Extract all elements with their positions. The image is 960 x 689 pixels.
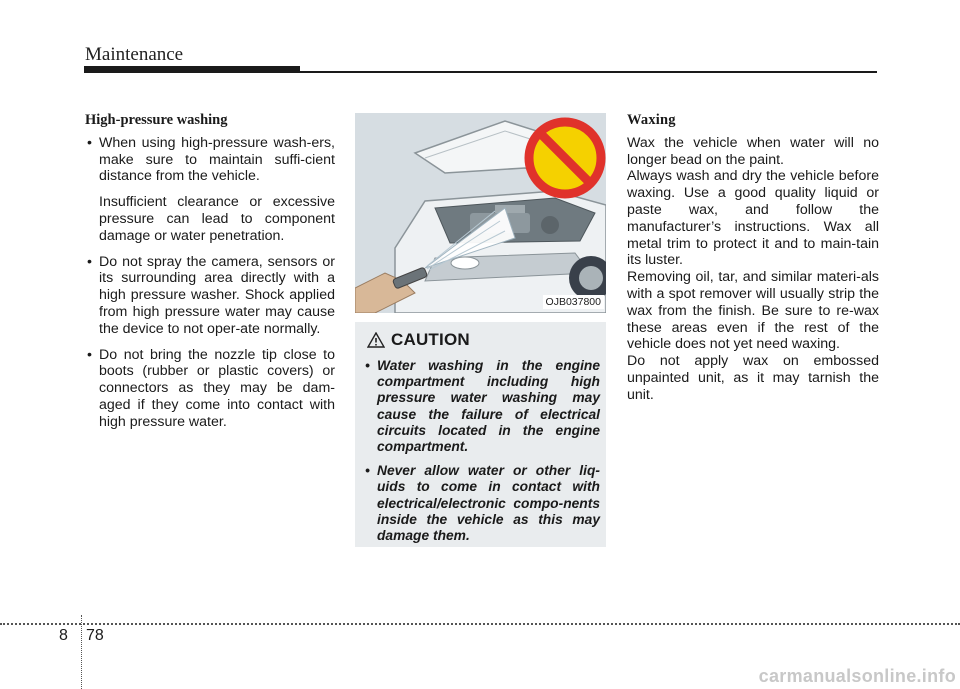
prohibition-sign-icon bbox=[529, 122, 601, 194]
caution-header bbox=[367, 330, 470, 350]
footer-divider bbox=[81, 615, 83, 689]
bullet-subparagraph: Insufficient clearance or excessive pressure can lead to component damage or water penetration. bbox=[99, 194, 335, 244]
caution-box bbox=[355, 322, 606, 547]
page-number: 78 bbox=[86, 627, 104, 644]
engine-wash-illustration bbox=[355, 113, 606, 313]
figure-code: OJB037800 bbox=[543, 295, 604, 309]
bullet-item: • Do not bring the nozzle tip close to boots (rubber or plastic covers) or connectors as they may be dam-aged if they come into contact with high pressure water. bbox=[85, 347, 335, 431]
bullet-item: • When using high-pressure wash-ers, make sure to maintain suffi-cient distance from the vehicle. bbox=[85, 135, 335, 185]
caution-title: CAUTION bbox=[391, 330, 470, 349]
header-bar bbox=[84, 66, 300, 73]
caution-list bbox=[365, 358, 600, 552]
caution-item: • Never allow water or other liq-uids to come in contact with electrical/electronic compo-nents inside the vehicle as this may damage them. bbox=[365, 463, 600, 544]
caution-item: • Water washing in the engine compartment including high pressure water washing may cause the failure of electrical circuits located in the engine compartment. bbox=[365, 358, 600, 455]
paragraph: Do not apply wax on embossed unpainted unit, as it may tarnish the unit. bbox=[627, 353, 879, 403]
watermark: carmanualsonline.info bbox=[758, 666, 956, 686]
paragraph: Removing oil, tar, and similar materi-als with a spot remover will usually strip the wax from the finish. Be sure to re-wax these areas even if the rest of the vehicle does not yet need waxing. bbox=[627, 269, 879, 353]
bullet-item: • Do not spray the camera, sensors or its surrounding area directly with a high pressure washer. Shock applied from high pressure water may cause the device to not oper-ate normally. bbox=[85, 254, 335, 338]
paragraph: Always wash and dry the vehicle before waxing. Use a good quality liquid or paste wax, and follow the manufacturer’s instructions. Wax all metal trim to protect it and to main-tain its luster. bbox=[627, 168, 879, 269]
right-column bbox=[627, 112, 879, 404]
header-rule bbox=[300, 71, 877, 73]
section-title-waxing: Waxing bbox=[627, 112, 676, 128]
warning-triangle-icon bbox=[367, 332, 385, 348]
paragraph: Wax the vehicle when water will no longer bead on the paint. bbox=[627, 134, 879, 168]
section-title-high-pressure: High-pressure washing bbox=[85, 112, 228, 128]
page-header-title: Maintenance bbox=[85, 44, 184, 65]
section-number: 8 bbox=[59, 627, 68, 644]
car-hood-open-illustration bbox=[355, 113, 606, 313]
footer-rule bbox=[0, 623, 960, 625]
left-column bbox=[85, 112, 335, 440]
